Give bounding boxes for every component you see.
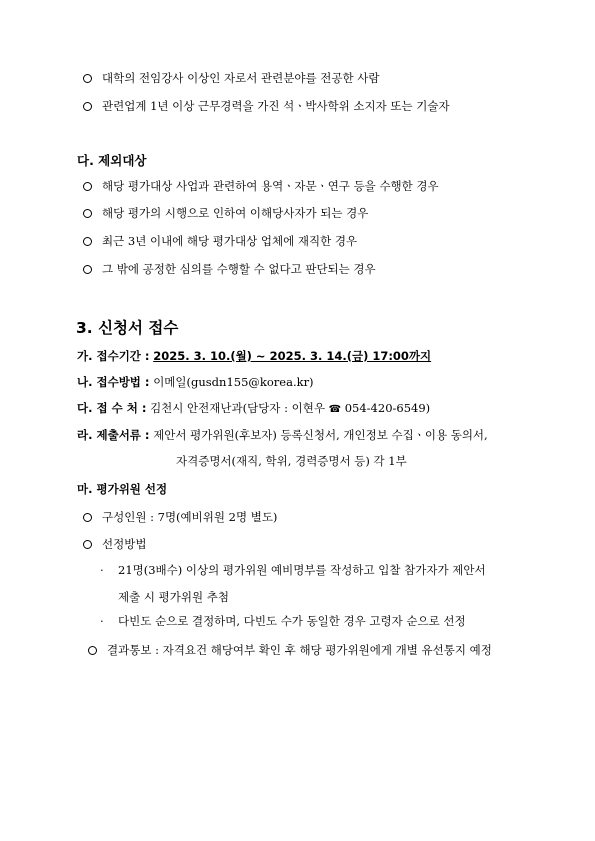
period-value: 2025. 3. 10.(월) ~ 2025. 3. 14.(금) 17:00까지 — [153, 349, 432, 363]
method-value: 이메일(gusdn155@korea.kr) — [153, 375, 314, 389]
circle-bullet-icon — [83, 74, 92, 83]
result-item — [88, 643, 492, 657]
place-value: 김천시 안전재난과(담당자 : 이현우 — [150, 401, 325, 415]
method-bullet-1: · 21명(3배수) 이상의 평가위원 예비명부를 작성하고 입찰 참가자가 제안서 — [100, 563, 486, 577]
composition-item: 구성인원 : 7명(예비위원 2명 별도) — [83, 510, 277, 524]
result-value: 자격요건 해당여부 확인 후 해당 평가위원에게 개별 유선통지 예정 — [162, 643, 492, 657]
docs-line-2: 자격증명서(재직, 학위, 경력증명서 등) 각 1부 — [176, 454, 407, 468]
dot-bullet-icon: · — [100, 614, 104, 628]
place-row — [77, 401, 430, 417]
exclusion-item-2: 해당 평가의 시행으로 인하여 이해당사자가 되는 경우 — [83, 206, 368, 220]
circle-bullet-icon — [83, 265, 92, 274]
period-row — [77, 349, 431, 363]
method-label: 나. 접수방법 : — [77, 375, 150, 389]
method-bullet-1-cont: 제출 시 평가위원 추첨 — [118, 590, 229, 604]
circle-bullet-icon — [83, 513, 92, 522]
exclusion-heading: 다. 제외대상 — [77, 153, 147, 168]
qualification-item-2: 관련업계 1년 이상 근무경력을 가진 석ㆍ박사학위 소지자 또는 기술자 — [83, 99, 450, 113]
method-row — [77, 375, 314, 389]
place-label: 다. 접 수 처 : — [77, 401, 147, 415]
exclusion-item-4: 그 밖에 공정한 심의를 수행할 수 없다고 판단되는 경우 — [83, 262, 376, 276]
selection-heading: 마. 평가위원 선정 — [77, 482, 168, 496]
circle-bullet-icon — [88, 646, 97, 655]
docs-label: 라. 제출서류 : — [77, 428, 150, 442]
period-label: 가. 접수기간 : — [77, 349, 150, 363]
circle-bullet-icon — [83, 237, 92, 246]
qualification-item-1: 대학의 전임강사 이상인 자로서 관련분야를 전공한 사람 — [83, 71, 379, 85]
phone-value: 054-420-6549) — [344, 401, 431, 415]
phone-icon: ☎ — [328, 404, 342, 415]
exclusion-item-3: 최근 3년 이내에 해당 평가대상 업체에 재직한 경우 — [83, 234, 357, 248]
circle-bullet-icon — [83, 182, 92, 191]
docs-line-1: 제안서 평가위원(후보자) 등록신청서, 개인정보 수집ㆍ이용 동의서, — [153, 428, 488, 442]
docs-row — [77, 428, 488, 442]
circle-bullet-icon — [83, 540, 92, 549]
method-heading: 선정방법 — [83, 537, 146, 551]
exclusion-item-1: 해당 평가대상 사업과 관련하여 용역ㆍ자문ㆍ연구 등을 수행한 경우 — [83, 179, 439, 193]
method-bullet-2: · 다빈도 순으로 결정하며, 다빈도 수가 동일한 경우 고령자 순으로 선정 — [100, 614, 466, 628]
circle-bullet-icon — [83, 102, 92, 111]
dot-bullet-icon: · — [100, 563, 104, 577]
section-title: 3. 신청서 접수 — [76, 319, 179, 337]
circle-bullet-icon — [83, 209, 92, 218]
result-label: 결과통보 : — [107, 643, 159, 657]
